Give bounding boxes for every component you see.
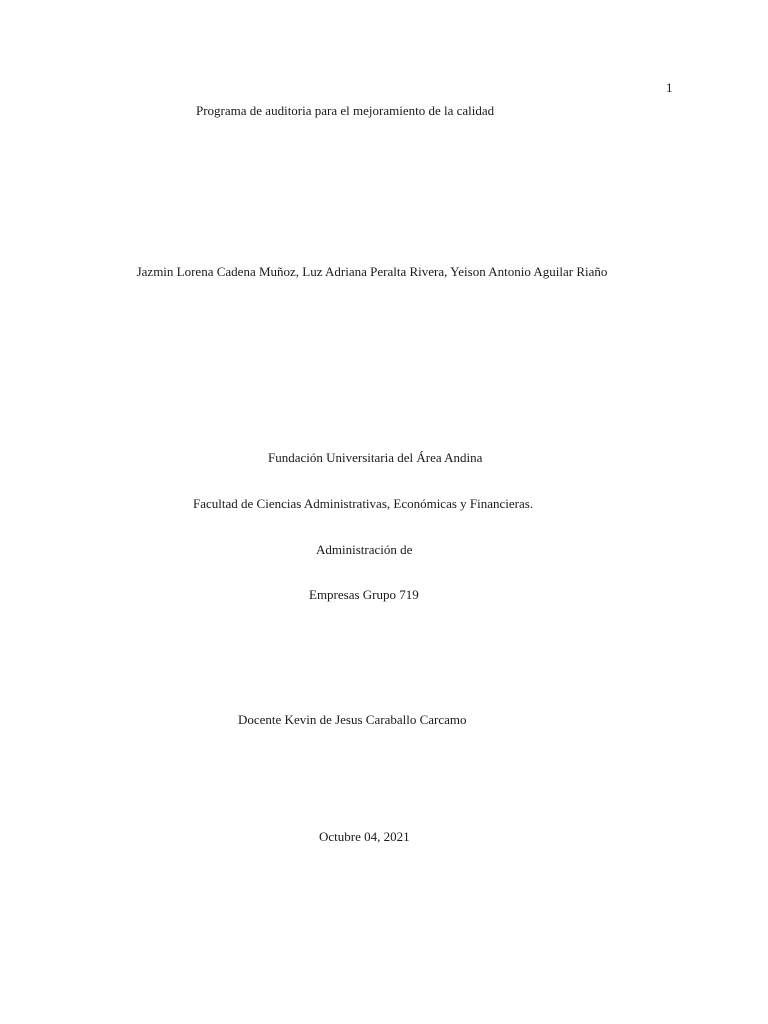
faculty: Facultad de Ciencias Administrativas, Económicas y Financieras.	[193, 496, 534, 511]
institution: Fundación Universitaria del Área Andina	[268, 450, 483, 465]
page-number: 1	[666, 80, 673, 95]
program-line-1: Administración de	[316, 542, 413, 557]
program-line-2: Empresas Grupo 719	[309, 587, 419, 602]
teacher: Docente Kevin de Jesus Caraballo Carcamo	[238, 712, 467, 727]
document-title: Programa de auditoria para el mejoramiento de la calidad	[196, 103, 495, 118]
authors: Jazmin Lorena Cadena Muñoz, Luz Adriana Peralta Rivera, Yeison Antonio Aguilar Riaño	[136, 264, 608, 279]
date: Octubre 04, 2021	[319, 829, 410, 844]
